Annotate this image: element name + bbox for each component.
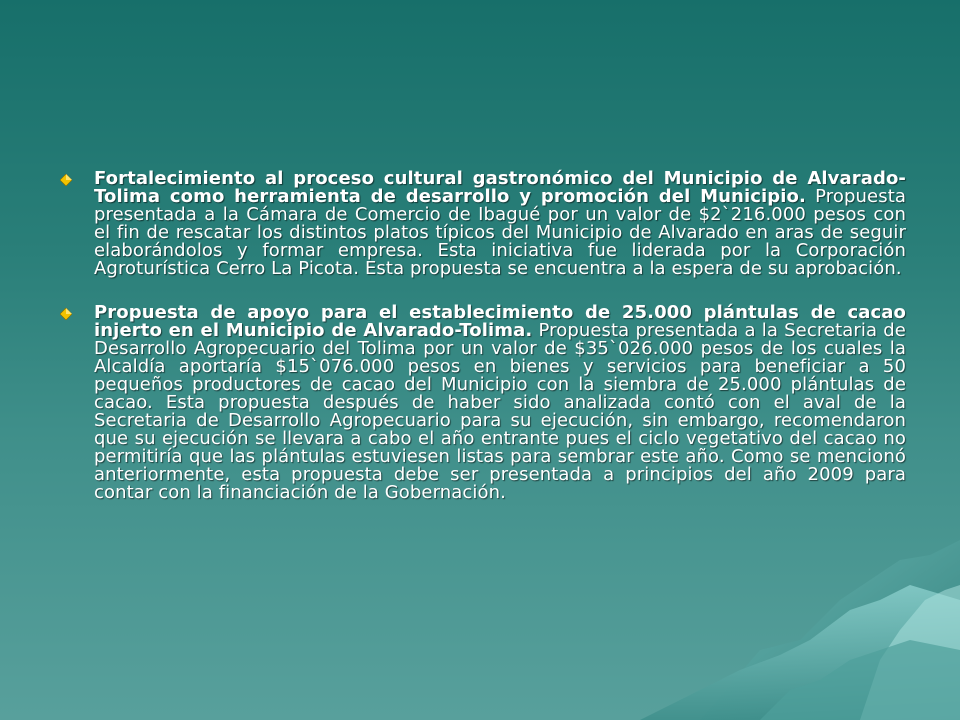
bullet-list [56,170,906,528]
bullet-item [56,304,906,502]
bullet-title: Fortalecimiento al proceso cultural gastronómico del Municipio de Alvarado-Tolima como herramienta de desarrollo y promoción del Municipio. [94,168,906,207]
diamond-bullet-icon [60,174,72,186]
bullet-body: Propuesta presentada a la Secretaria de Desarrollo Agropecuario del Tolima por un valor de $35`026.000 pesos de los cuales la Alcaldía aportaría $15`076.000 pesos en bienes y servicios para beneficiar a 50 pequeños productores de cacao del Municipio con la siembra de 25.000 plántulas de cacao. Esta propuesta después de haber sido analizada contó con el aval de la Secretaria de Desarrollo Agropecuario para su ejecución, sin embargo, recomendaron que su ejecución se llevara a cabo el año entrante pues el ciclo vegetativo del cacao no permitiría que las plántulas estuviesen listas para sembrar este año. Como se mencionó anteriormente, esta propuesta debe ser presentada a principios del año 2009 para contar con la financiación de la Gobernación. [94,320,906,503]
bullet-title: Propuesta de apoyo para el establecimiento de 25.000 plántulas de cacao injerto en el Municipio de Alvarado-Tolima. [94,302,906,341]
bullet-body: Propuesta presentada a la Cámara de Comercio de Ibagué por un valor de $2`216.000 pesos con el fin de rescatar los distintos platos típicos del Municipio de Alvarado en aras de seguir elaborándolos y formar empresa. Esta iniciativa fue liderada por la Corporación Agroturística Cerro La Picota. Esta propuesta se encuentra a la espera de su aprobación. [94,186,906,279]
diamond-bullet-icon [60,308,72,320]
bullet-item [56,170,906,278]
